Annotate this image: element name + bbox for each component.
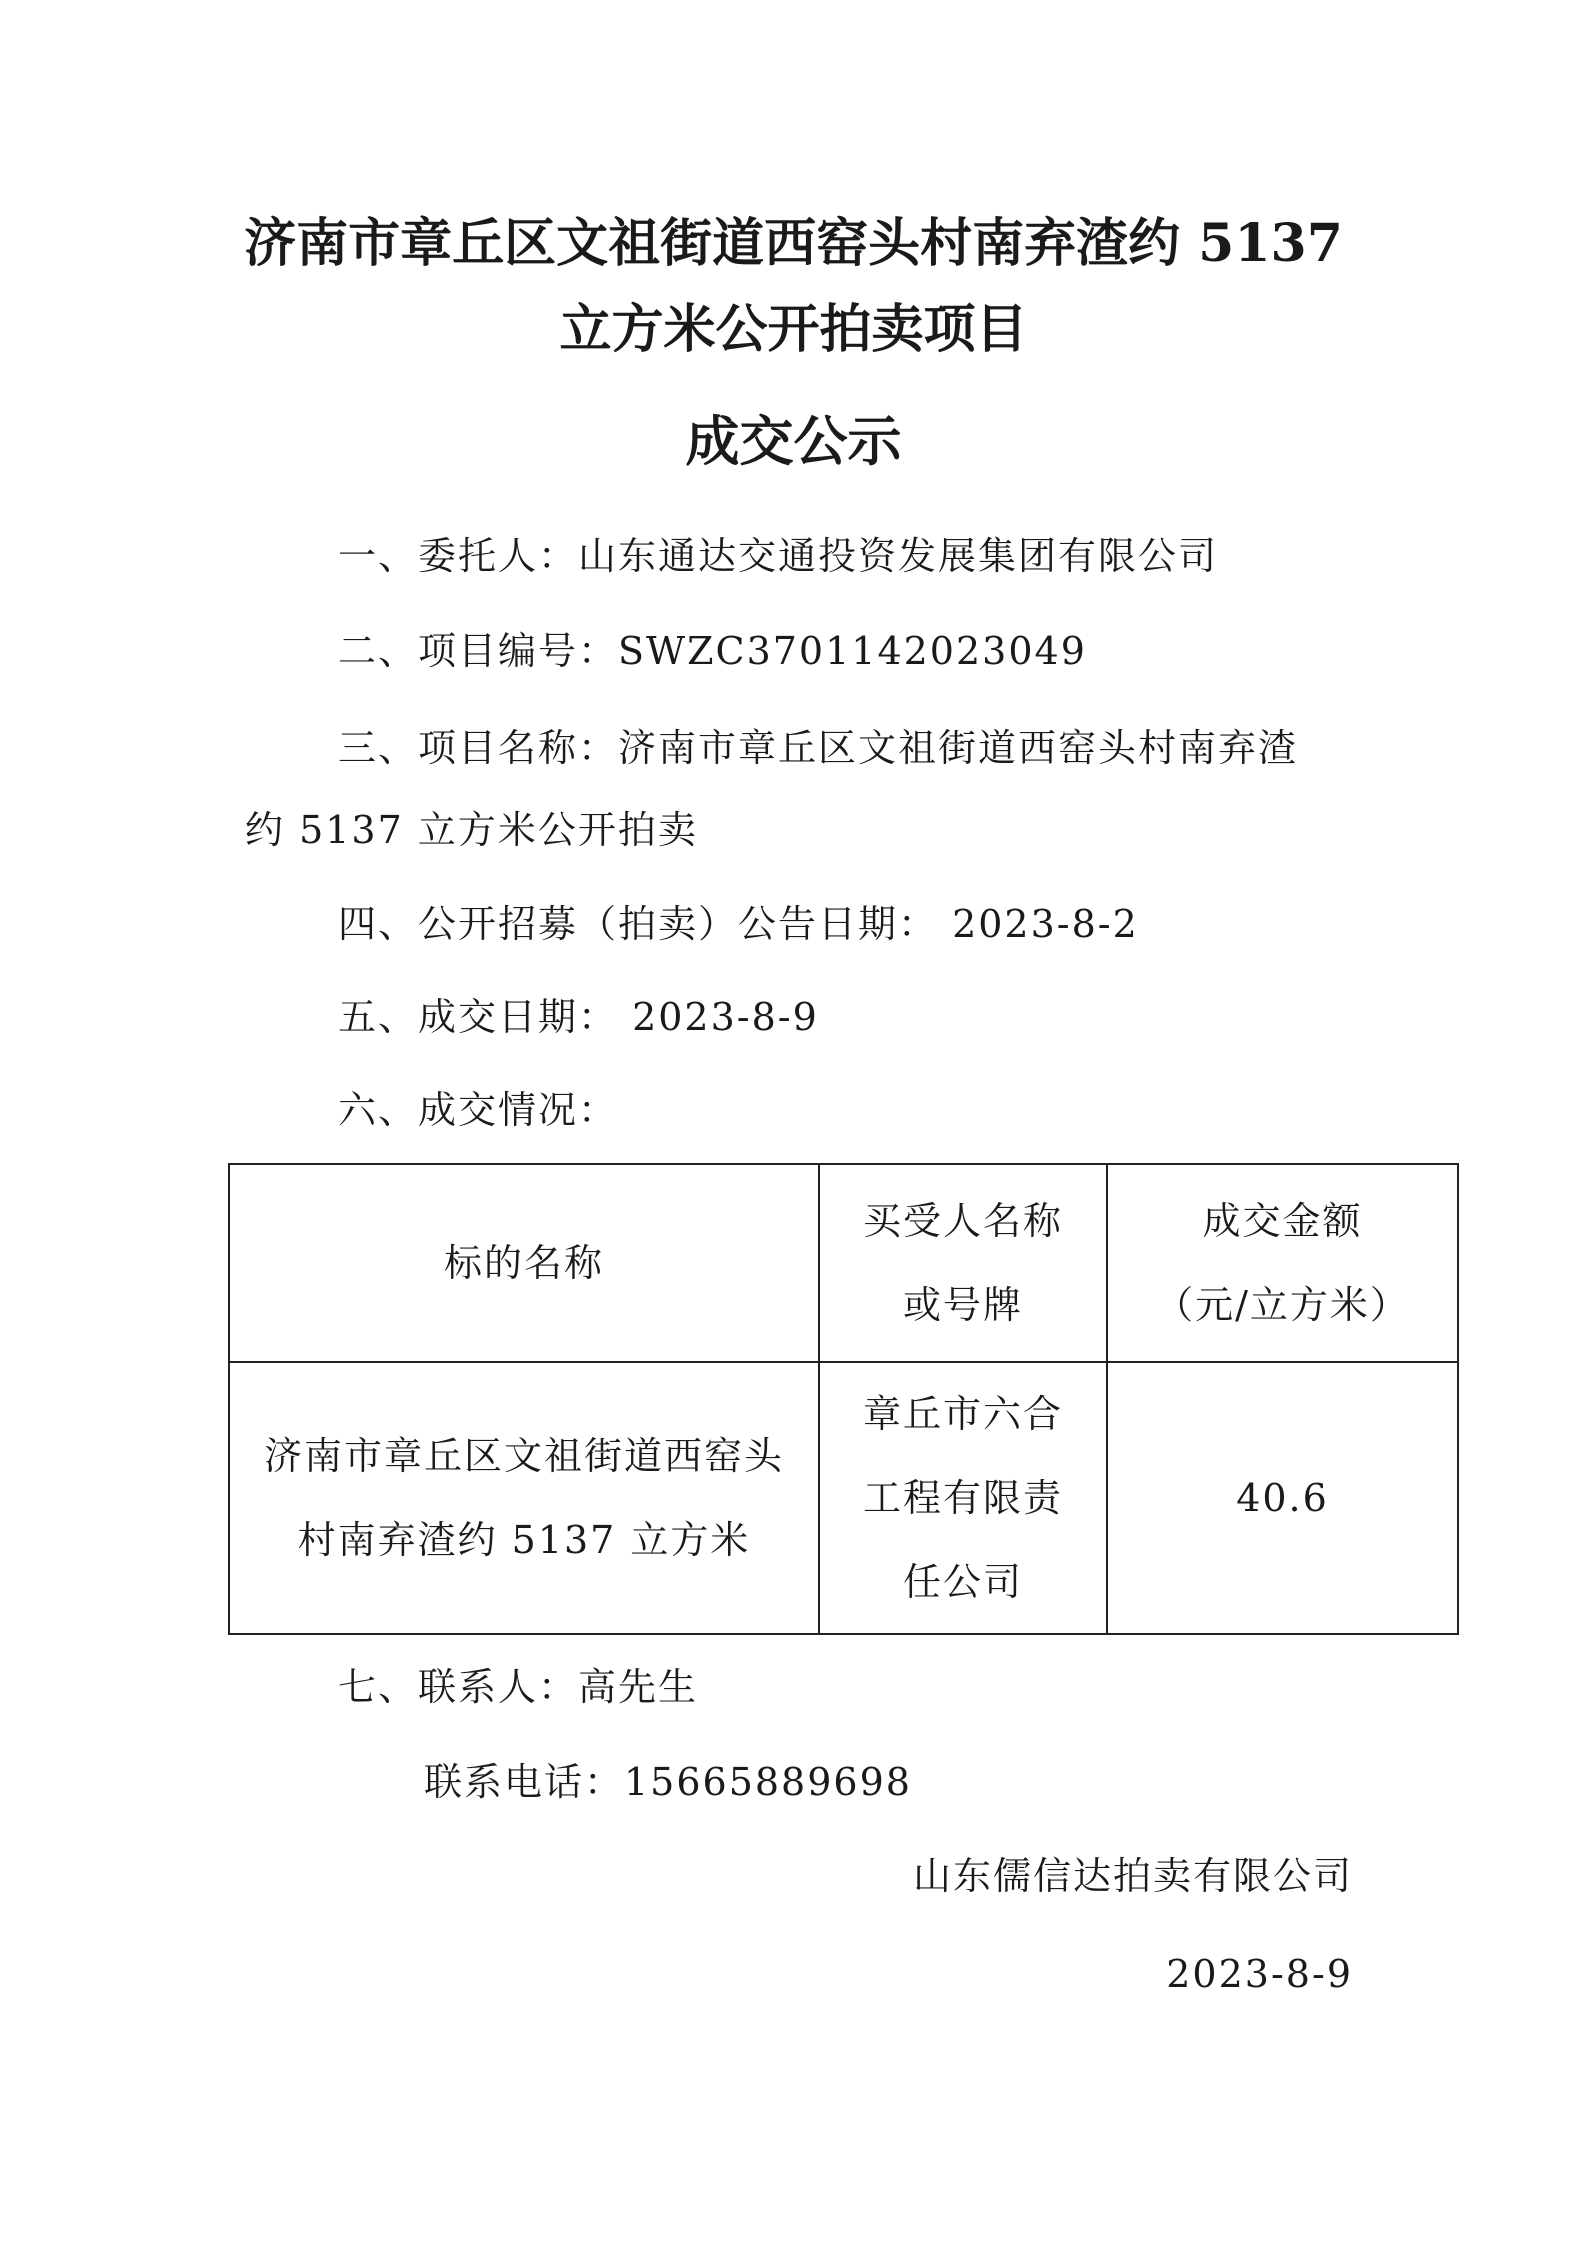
header-buyer-line-2: 或号牌 <box>902 1283 1023 1327</box>
table-header-row <box>229 1164 1458 1362</box>
project-number-line: 二、项目编号：SWZC3701142023049 <box>338 629 1087 673</box>
row-buyer-line-2: 工程有限责 <box>862 1476 1063 1520</box>
header-amount-line-2: （元/立方米） <box>1155 1283 1410 1327</box>
row-subject-line-1: 济南市章丘区文祖街道西窑头 <box>263 1434 784 1478</box>
signature-date: 2023-8-9 <box>1166 1952 1353 1996</box>
table-row <box>229 1362 1458 1634</box>
project-name-line-1: 三、项目名称：济南市章丘区文祖街道西窑头村南弃渣 <box>338 726 1299 770</box>
project-name-line-2: 约 5137 立方米公开拍卖 <box>245 808 698 852</box>
deal-table <box>228 1163 1459 1635</box>
row-subject <box>229 1362 819 1634</box>
company-signature: 山东儒信达拍卖有限公司 <box>912 1854 1353 1898</box>
title-line-2: 立方米公开拍卖项目 <box>559 299 1028 360</box>
phone-line: 联系电话：15665889698 <box>424 1760 912 1804</box>
header-amount <box>1107 1164 1458 1362</box>
client-line: 一、委托人：山东通达交通投资发展集团有限公司 <box>338 534 1219 578</box>
header-subject <box>229 1164 819 1362</box>
row-buyer-line-1: 章丘市六合 <box>862 1392 1063 1436</box>
row-amount-value: 40.6 <box>1236 1476 1329 1520</box>
document-subtitle: 成交公示 <box>685 409 902 473</box>
announce-date-line: 四、公开招募（拍卖）公告日期： 2023-8-2 <box>338 902 1139 946</box>
row-buyer <box>819 1362 1107 1634</box>
contact-line: 七、联系人：高先生 <box>338 1665 699 1709</box>
header-amount-line-1: 成交金额 <box>1202 1199 1363 1243</box>
header-buyer <box>819 1164 1107 1362</box>
row-buyer-line-3: 任公司 <box>902 1560 1023 1604</box>
title-line-1: 济南市章丘区文祖街道西窑头村南弃渣约 5137 <box>244 213 1343 274</box>
header-buyer-line-1: 买受人名称 <box>862 1199 1063 1243</box>
deal-date-line: 五、成交日期： 2023-8-9 <box>338 995 819 1039</box>
row-amount <box>1107 1362 1458 1634</box>
header-subject-label: 标的名称 <box>443 1241 604 1285</box>
row-subject-line-2: 村南弃渣约 5137 立方米 <box>297 1518 751 1562</box>
deal-status-line: 六、成交情况： <box>338 1088 619 1132</box>
